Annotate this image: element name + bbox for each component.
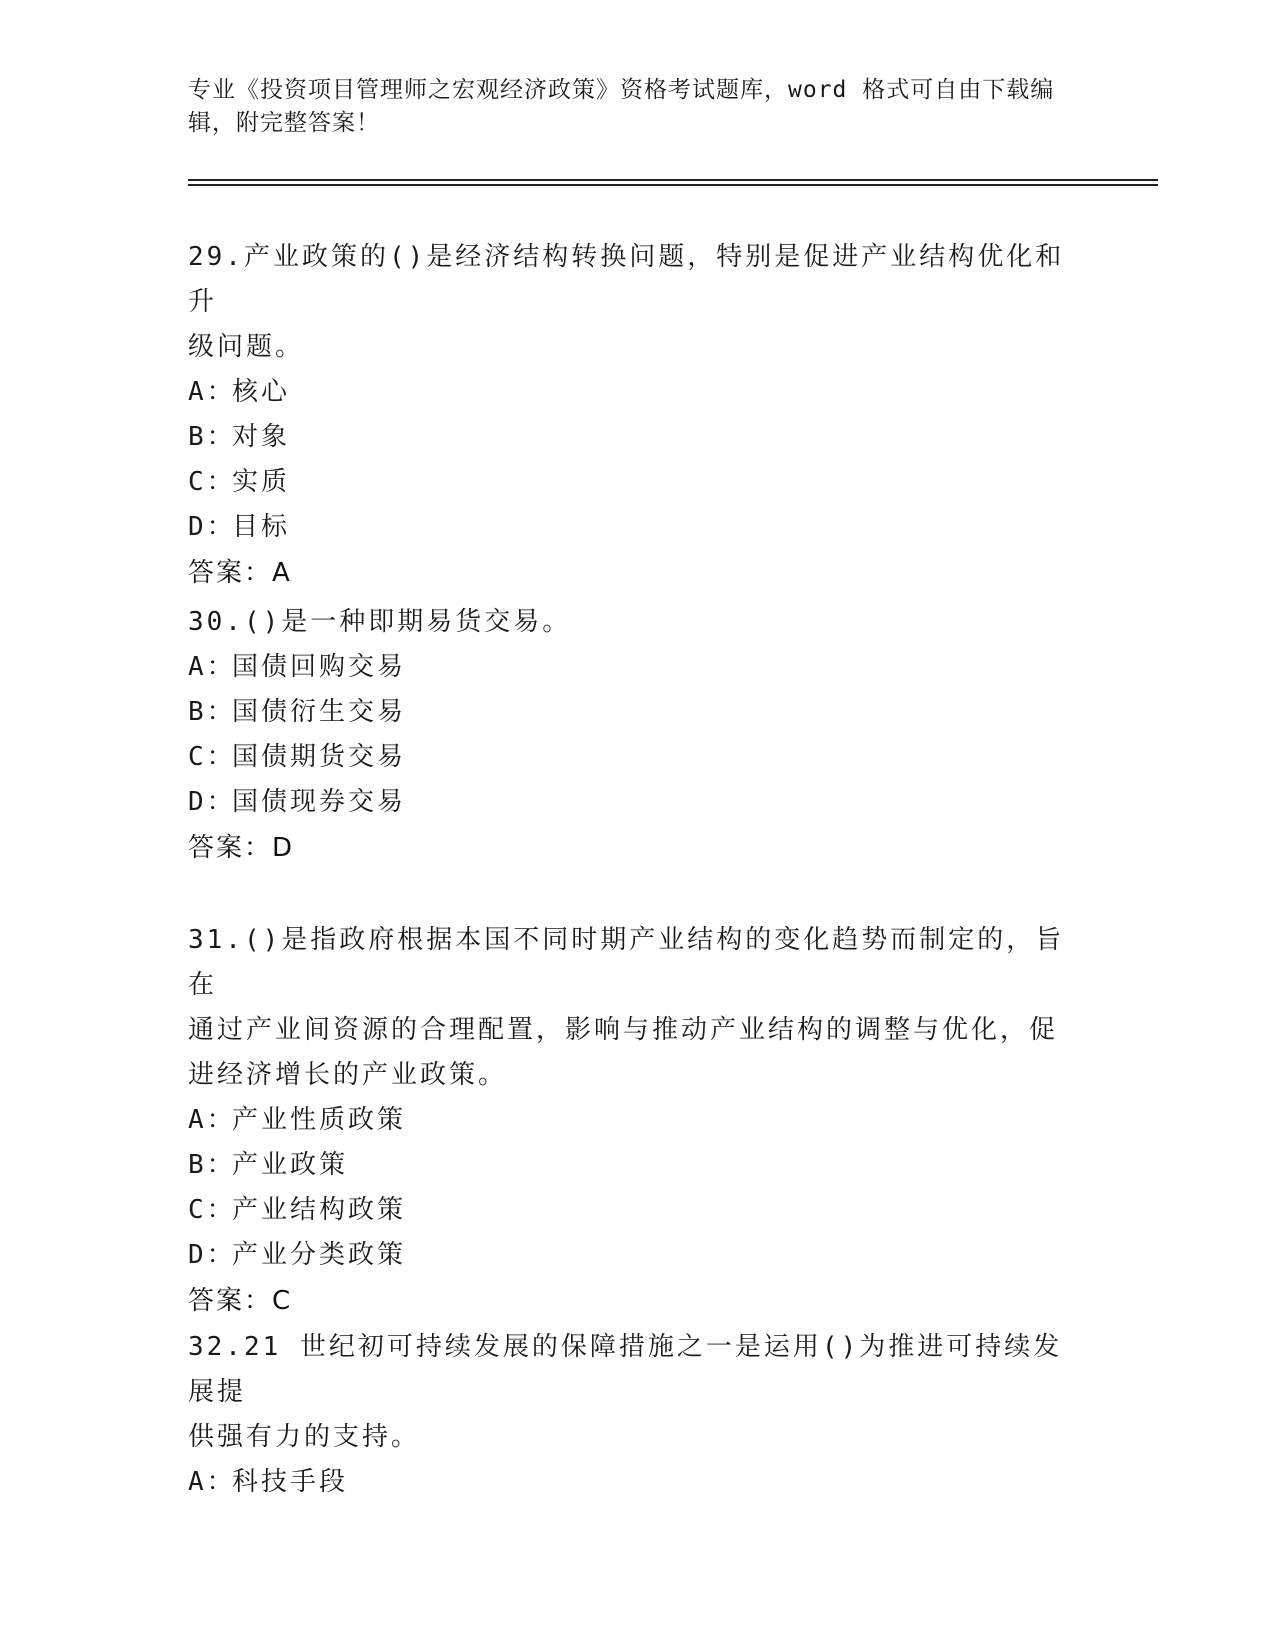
- option-text: 科技手段: [232, 1467, 349, 1497]
- option-key: D：: [188, 787, 236, 817]
- option-key: D：: [188, 512, 236, 542]
- document-header: [188, 74, 1088, 140]
- question-stem: 32.21 世纪初可持续发展的保障措施之一是运用()为推进可持续发展提: [188, 1332, 1063, 1407]
- option-key: A：: [188, 377, 236, 407]
- option-text: 国债衍生交易: [232, 697, 407, 727]
- option-text: 产业结构政策: [232, 1195, 407, 1225]
- header-divider: [188, 179, 1158, 181]
- option-text: 国债期货交易: [232, 742, 407, 772]
- option-text: 产业分类政策: [232, 1240, 407, 1270]
- option-text: 核心: [232, 377, 291, 407]
- option-a: [188, 645, 1088, 690]
- option-key: B：: [188, 422, 236, 452]
- option-key: A：: [188, 1467, 236, 1497]
- option-text: 国债回购交易: [232, 652, 407, 682]
- option-text: 对象: [232, 422, 291, 452]
- option-d: [188, 780, 1088, 825]
- option-b: [188, 1143, 1088, 1188]
- question-stem: 31.()是指政府根据本国不同时期产业结构的变化趋势而制定的，旨在: [188, 925, 1065, 1000]
- option-text: 目标: [232, 512, 291, 542]
- question-stem: 供强有力的支持。: [188, 1422, 421, 1452]
- option-key: B：: [188, 697, 236, 727]
- option-c: [188, 735, 1088, 780]
- option-text: 产业性质政策: [232, 1105, 407, 1135]
- header-line: 辑，附完整答案！: [188, 110, 380, 136]
- question-30: [188, 600, 1088, 871]
- option-a: [188, 1098, 1088, 1143]
- option-key: C：: [188, 1195, 236, 1225]
- option-key: A：: [188, 652, 236, 682]
- option-c: [188, 1188, 1088, 1233]
- header-divider: [188, 184, 1158, 186]
- question-stem: 29.产业政策的()是经济结构转换问题，特别是促进产业结构优化和升: [188, 242, 1065, 317]
- question-stem: 通过产业间资源的合理配置，影响与推动产业结构的调整与优化，促: [188, 1015, 1059, 1045]
- question-stem: 进经济增长的产业政策。: [188, 1060, 508, 1090]
- option-a: [188, 370, 1088, 415]
- option-key: C：: [188, 467, 236, 497]
- question-stem: 30.()是一种即期易货交易。: [188, 607, 572, 637]
- option-a: [188, 1460, 1088, 1505]
- option-c: [188, 460, 1088, 505]
- option-text: 国债现券交易: [232, 787, 407, 817]
- answer-line: 答案：D: [188, 833, 295, 863]
- option-key: A：: [188, 1105, 236, 1135]
- option-key: D：: [188, 1240, 236, 1270]
- question-31: [188, 918, 1088, 1324]
- question-32: [188, 1325, 1088, 1505]
- option-text: 产业政策: [232, 1150, 349, 1180]
- question-stem: 级问题。: [188, 332, 305, 362]
- option-key: C：: [188, 742, 236, 772]
- question-29: [188, 235, 1088, 596]
- option-b: [188, 690, 1088, 735]
- option-d: [188, 1233, 1088, 1278]
- answer-line: 答案：A: [188, 558, 292, 588]
- option-d: [188, 505, 1088, 550]
- option-b: [188, 415, 1088, 460]
- header-line: 专业《投资项目管理师之宏观经济政策》资格考试题库，word 格式可自由下载编: [188, 77, 1055, 103]
- option-key: B：: [188, 1150, 236, 1180]
- answer-line: 答案：C: [188, 1286, 293, 1316]
- option-text: 实质: [232, 467, 291, 497]
